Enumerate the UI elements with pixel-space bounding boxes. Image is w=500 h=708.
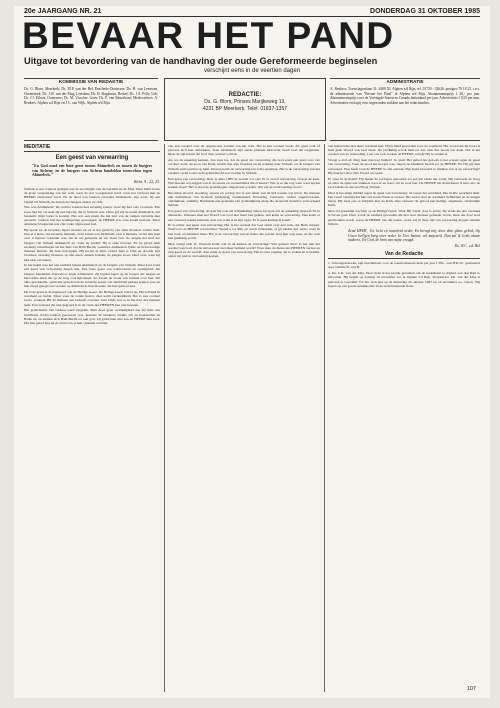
paragraph: Daar is het enige middel tegen de geest van verwarring: de Geest der waarheid, Die in alle waarheid leidt. Die Geest verenigt het hart om Gods Naam te vrezen. Die Geest doet de waarheid liefhebben en de leugen haten. Hij leert ons te belijden met de Kerk aller eeuwen: Ik geloof een heilige, algemene, christelijke Kerk. [328, 190, 480, 208]
paragraph: Bevoldes, moord, doodslag, terreur en oorlog; het is een teken van de tijd waarin wij leven. De mensen zijn liefhebbers van zichzelf, geldgierig, laatdunkend, hovaardig, lasteraars, ouders ongehoorzaam, ondankbaar, onheilig. Hebbende een gedaante van godzaligheid, maar die de kracht derzelve verloochend hebben. [168, 190, 320, 208]
paragraph: In het begin was het een eenheid tussen Abimelech en de burgers van Sichem. Maar God zond een geest van verwarring tussen hen. Een boze geest van wantrouwen en onenigheid. De burgers handelden trouweloos tegen Abimelech. Zij legden lagen op de toppen der bergen en beroofden allen die op de weg voorbijtrokken. Zo kwam de vloek van Jotham over hen. Dit alles geschiedde, opdat het geweld aan de zeventig zonen van Jerubbaäl gedaan komen zou, en hun bloed gelegd zou worden op Abimelech, hun broeder, die hen gedood had. [24, 263, 160, 289]
author-signature: Ds. W.C. v.d. Bel [454, 244, 480, 249]
paragraph: Sichem is een vrijstad, gelegen aan de noordzijde van de Gerizim en de Ebal. Daar hield Jozua de grote vergadering van het volk, waar de wet voorgelezen werd, waar het verbond met de HEERE vernieuwd werd. Na de dood van Gideon verwekte Abimelech, zijn zoon, bij een bijwijf uit Sichem, de harten der burgers aldaar tot zich. [24, 187, 160, 204]
paragraph: Vraagt u zich af: Mag men dan nog bidden? Ja, juist! Het gebed des geloofs is het wapen tegen de geest van verwarring. Toen de nood het hoogst was, riepen de kinderen Israëls tot de HEERE. En Hij gaf hun verlossers. Hoe heeft God de HEERE in alle eeuwen Zijn Kerk bewaard te midden van al de verwarring? Hij doet het door Zijn Woord en Geest. [328, 158, 480, 175]
paragraph: van iemand die niet meer oordelen kan. Hij is blind geworden voor de waarheid. Het woord dat hij hoort is hem geen Woord van God meer. De prediking wordt hem tot een reuk des doods ten dode. Dat is het oordeel van de verharding. Laat ons toch zoeken de HEERE, terwijl Hij te vinden is. [328, 144, 480, 157]
masthead-subtitle: Uitgave tot bevordering van de handhaving der oude Gereformeerde beginselen [24, 56, 378, 66]
newspaper-page [14, 6, 490, 698]
redactie-section-label: Van de Redactie [328, 251, 480, 259]
page-number: 107 [466, 686, 476, 692]
paragraph: Wie was Abimelech? De rechter Gideon had zeventig zonen, want hij had vele vrouwen. Eén zoon had hij verwekt bij een bijwijf, die te Sichem was. Deze gaf hij de naam Abimelech, dat betekent: mijn vader is koning. Het was een naam die het hart van de jongen vervulde met eerzucht. Gideon had het koningschap geweigerd; de HEERE zou over Israël heersen. Maar Abimelech begeerde wat zijn vader afgewezen had. [24, 205, 160, 227]
paragraph: Een geest van verwarring. Daar is anno 1985 de wereld vol van. Er is overal verwarring. Ook in de kerk. Wat moeten wij zeggen van al de onrust en verdeeldheid die er heerst? Wie is er die nog weet waar hij het zoeken moet? Het is alsof de grondslagen omgestoten worden. Wat zal de rechtvaardige doen? [168, 176, 320, 189]
redactie-title: REDACTIE: [228, 92, 262, 98]
redactie-postcode: 4231 BP Meerkerk. Telef. 01837-1357 [202, 106, 288, 113]
jaargang-label: 20e JAARGANG NR. 21 [24, 8, 102, 15]
paragraph: Er staat in de Psalm: Hij maakt de oorlogen ophouden tot aan het einde der aarde; Hij verbreekt de boog en slaat de spies aan stukken. Laat af en weet, dat Ik God ben. De HEERE der heirscharen is met ons; de God Jakobs is ons een Hoog Vertrek. [328, 176, 480, 189]
kommissie-box [24, 78, 158, 141]
column-divider [324, 144, 325, 692]
meditatie-label: MEDITATIE [24, 144, 160, 152]
column-meditatie [24, 144, 160, 692]
redactie-address: Ds. G. Blom, Prinses Marijkeweg 13, [204, 99, 286, 106]
psalm-verse: Zend HEER', Uw licht en waarheid neder, En brengt mij, door dien glans geleid, Op Uwen heil'gen berg weer neder, In Uwe huizen, vol majesteit. Dan zal ik Gods altaar naderen, Tot God, de bron van mijne vreugd. [348, 228, 480, 243]
paragraph: Als we de rekening kennen, dan zien we, dat de geest der verwarring die God zond een geest was van oordeel. Gaal, de zoon van Ebed, kwam met zijn broeders en zij trokken naar Sichem, en de burgers van Sichem vertrouwden op hem. Daarop komt de verwarring ten volle openbaar. Het is de verwarring van het oordeel, opdat Gods recht gehandhaafd zou worden in Sichem. [168, 158, 320, 175]
kommissie-text: Ds. G. Blom, Meerkerk; Ds. M.P. van der Bel, Enschede-Oosterzee; Ds. H. van Leeuwen, Oosterbeek; Ds. J.W. van der Mug, Leerdam; Ds. D. Slagboom, Berkel; Ds. J.A. Pelle, Urk; Ds. J.J. Eilerts, Oosterzee; Ds. M. Visscher, Goes; Ds. P. van Beuzekom; Medewerkers: A. Beukers, Alphen a/d Rijn en J.C. van Wijk, Alphen a/d Rijn. [24, 87, 158, 105]
administratie-text: A. Beukers, Touwslagerslaan 31, 2408 XL Alphen a/d Rijn, tel. 01720 - 32626, postgiro 79 18 25, t.n.v. de administratie van "Bevaar het Pand" te Alphen a/d Rijn. Abonnementsprijs f 28,- per jaar. Abonnementsprijs voor de Verenigde Staten en Canada buitenland per jaar. Advertenties f 0,55 per mm. Advertenties en kopij voor ingezonden stukken aan het redactieadres. [330, 87, 480, 105]
paragraph: Men zal geestelijk wachten op de Heilige Geest. Waar Hij werkt, daar is vrede. De vrede die alle verstand te boven gaat. Daar wordt de eenheid gevonden die niet door mensen gemaakt wordt, maar die door God geschonken wordt. Geve de HEERE ons die Geest, opdat wij in deze tijd van verwarring mogen staande blijven. [328, 209, 480, 226]
masthead-title: BEVAAR HET PAND [22, 15, 395, 56]
paragraph: 2. Ds. L.R. van der Mey. Door hem is het besluit genomen om de kerkdienst te Alphen aan den Rijn te hervatten. Hij begint op zondag 10 november a.s. te Alphen a/d Rijn, Dorpsstraat. Ds. van der Mey is geboren te Leerdam. Tot Ds. zich ziet op de dienstdag 29 oktober 1985 tot 10 november a.s. vieren. Wij hopen op een goede samenkomst in de Gereformeerde Kerk. [328, 271, 480, 288]
meditatie-quote: "En God zond een boze geest tussen Abimelech en tussen de burgers van Sichem; en de burgers van Sichem handelden trouweloos tegen Abimelech." [32, 164, 152, 178]
paragraph: van een oordeel over de opgehoopte zonden van het volk. Het is een oordeel Gods, dat geen volk of persoon zich kan onttrekken. Toen Abimelech zijn snode plannen uitvoerde, heeft God dat toegelaten. Maar de tijd kwam dat God Zijn oordeel voltrok. [168, 144, 320, 157]
paragraph: Men vraagt zich af: Waarom komt ook in de kerken de verwarring? Wat gebeurt hier? Is het niet het oordeel van God, dat de zuivere leer niet meer bemind wordt? Waar men de dienst des HEEREN verlaat en zich keert tot de wereld, daar komt de geest van verwarring. Het is onze roeping om te waken en te bidden, opdat wij niet in verzoeking komen. [168, 241, 320, 259]
kommissie-title: KOMMISSIE VAN REDAKTIE [58, 80, 124, 85]
paragraph: Hij sprak tot de broeders zijner moeder en tot al het geslacht van zijns moeders vaders huis: Wat is u beter, dat zeventig mannen, al de zonen van Jerubbaäl, over u heersen, of dat één man over u heerse? Gedenkt ook, dat ik uw gebeente en uw vlees ben. Zo neigde het hart der burgers van Sichem Abimelech na, want zij zeiden: Hij is onze broeder. En zij gaven hem zeventig zilverlingen uit het huis van Baäl-Berith, waarmee Abimelech ijdele en lichtvaardige mannen huurde, die hem navolgden. Hij kwam in zijns vaders huis te Ofra en doodde zijn broeders, zeventig mannen, op één steen. Alleen Jotham, de jongste zoon, bleef over, want hij had zich verstoken. [24, 227, 160, 262]
paragraph: Een geest van verwarring. Al gaat het ook om schijnheilige zaken, het gaat om de scheiding tussen licht en duisternis. Wanneer men het Woord van God niet meer laat gelden, dan komt de verwarring. Dan komt er een toestand waarin iedereen doet wat recht is in zijn ogen. Er is geen koning in Israël. [168, 209, 320, 222]
paragraph: Er is echter een geest van verwarring. Het is het oordeel dat God zendt over een volk, dat Hem vergeet. Waarvoor de HEERE waarschuwt: Wendt u tot Mij, en wordt behouden, al gij einden der aarde; want Ik ben God, en niemand meer. Het is de verwarring van de mens, die zonder God zijn weg gaat, en die toch niet gelukkig wordt. [168, 223, 320, 240]
paragraph: 1. Schoolgebouwen, zijn beschikbaar voor de Gereformeerde kerk per jaar f 350,- van H.K.W., gedoneerd door familie D. van B. [328, 261, 480, 270]
meditatie-title: Een geest van verwarring [55, 155, 129, 161]
column-right [328, 144, 480, 692]
column-middle [168, 144, 320, 692]
masthead-frequency: verschijnt eens in de veertien dagen [203, 68, 301, 74]
paragraph: De boze geest is de tegenpool van de Heilige Geest. De Heilige Geest bouwt op, Hij verbindt in waarheid en liefde. Maar waar de zonde heerst, daar komt verdeeldheid. Het is een oordeel Gods, wanneer Hij de mensen aan zichzelf overlaat. Dan blijkt wat er in het hart des mensen leeft. Een verbond dat niet gegrond is in de vreze des HEEREN kan niet bestaan. [24, 290, 160, 307]
issue-date: DONDERDAG 31 OKTOBER 1985 [370, 8, 480, 15]
meditatie-source: Richt. 9 : 22, 23. [133, 179, 160, 184]
administratie-box [330, 78, 480, 141]
administratie-title: ADMINISTRATIE [386, 80, 424, 85]
column-divider [164, 144, 165, 692]
paragraph: Het gedachtenis van Gideon werd vergeten. Men deed geen weldadigheid aan het huis van Jerubbaäl. Zodra Gideon gestorven was, keerden de kinderen Israëls om en hoereerden de Baäls na, en stelden zich Baäl-Berith tot een god. Zij gedachten niet aan de HEERE hun God, Die hen gered had uit de hand van al hun vijanden rondom. [24, 308, 160, 326]
redactie-box [164, 78, 326, 141]
